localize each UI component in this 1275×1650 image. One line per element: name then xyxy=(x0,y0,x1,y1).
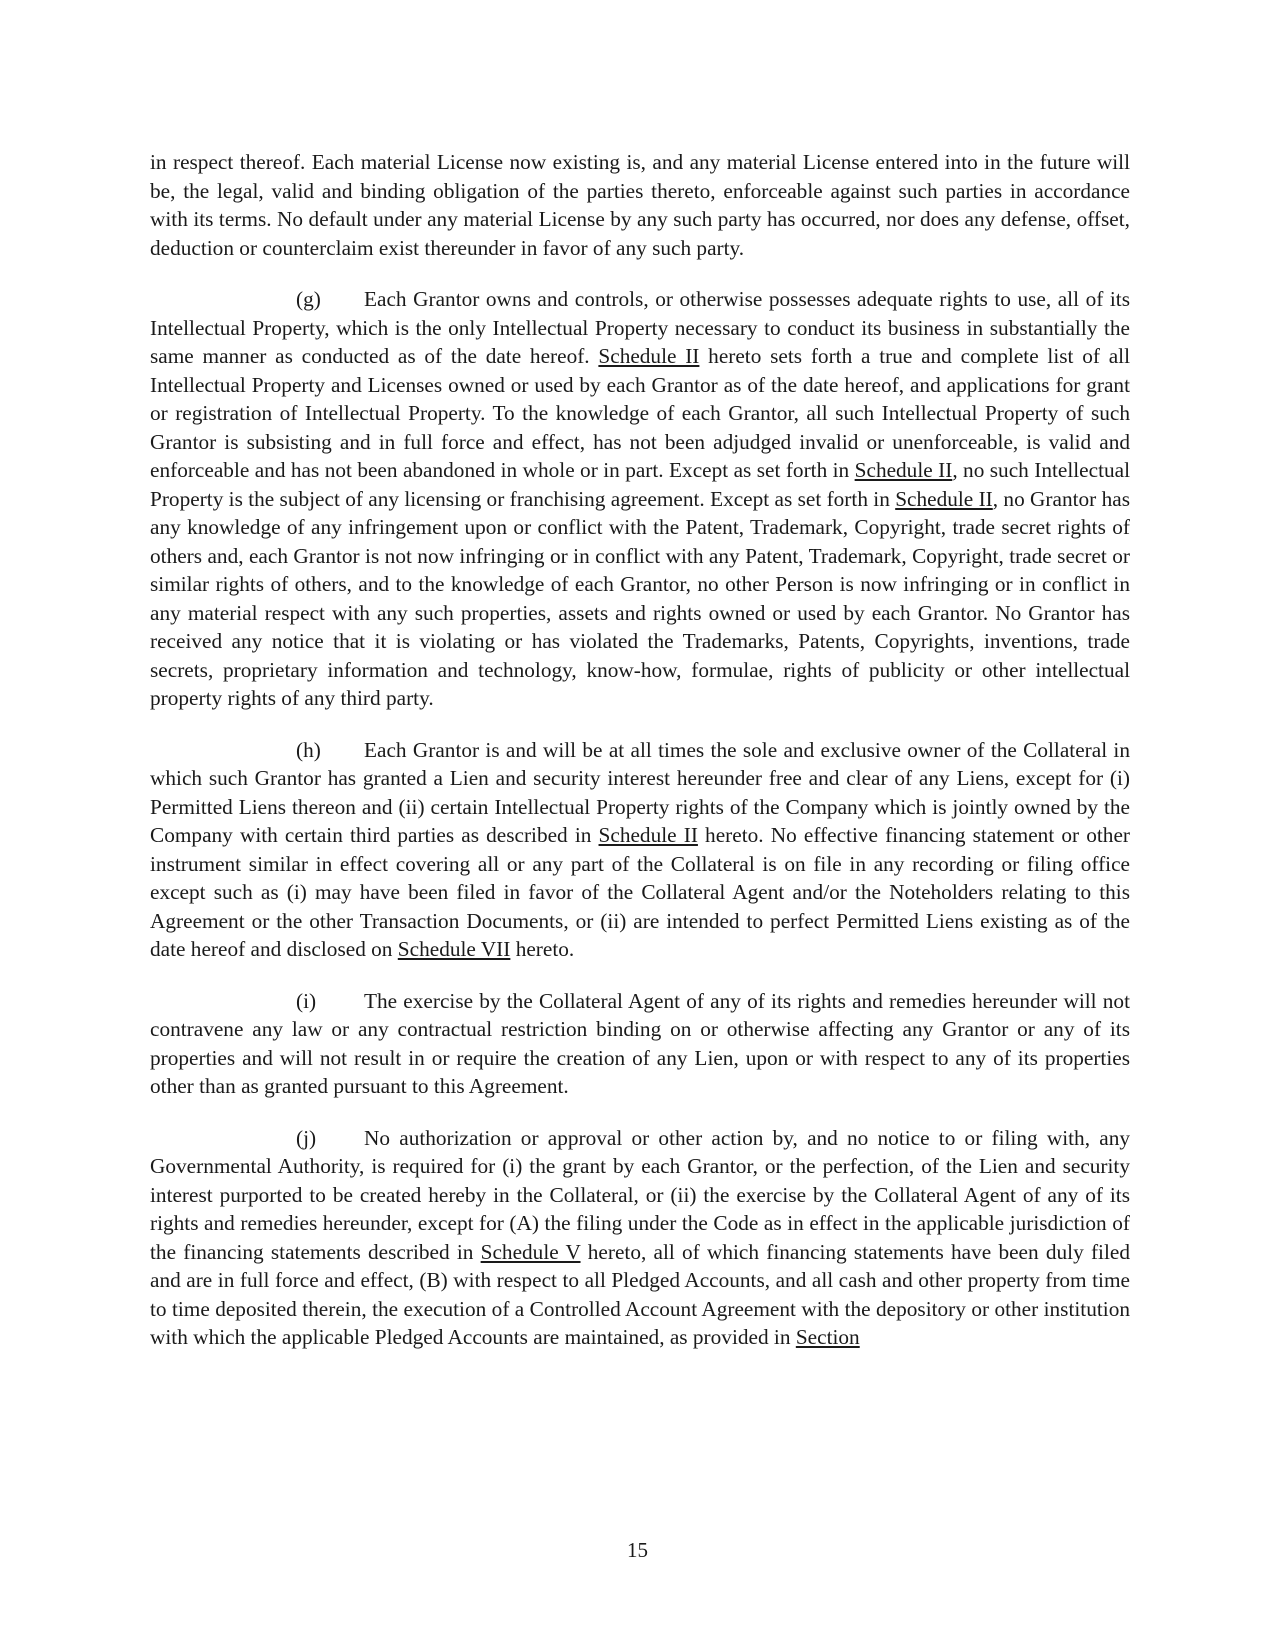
paragraph-text: Each Grantor owns and controls, or otherwise possesses adequate rights to use, all of its Intellectual Property, which is the only Intellectual Property necessary to conduct its business in substantially the same manner as conducted as of the date hereof. xyxy=(150,287,1130,368)
paragraph-j xyxy=(150,1124,1130,1352)
paragraph-label: (j) xyxy=(296,1125,317,1150)
paragraph-text: hereto, all of which financing statements have been duly filed and are in full force and effect, (B) with respect to all Pledged Accounts, and all cash and other property from time to time deposited therein, the execution of a Controlled Account Agreement with the depository or other institution with which the applicable Pledged Accounts are maintained, as provided in xyxy=(150,1239,1130,1349)
paragraph-text: The exercise by the Collateral Agent of any of its rights and remedies hereunder will not contravene any law or any contractual restriction binding on or otherwise affecting any Grantor or any of its properties and will not result in or require the creation of any Lien, upon or with respect to any of its properties other than as granted pursuant to this Agreement. xyxy=(150,988,1130,1098)
page-number: 15 xyxy=(627,1538,648,1562)
paragraph-label: (h) xyxy=(296,737,321,762)
schedule-reference: Schedule II xyxy=(895,486,993,511)
paragraph-label: (g) xyxy=(296,287,321,311)
schedule-reference: Schedule II xyxy=(854,458,953,482)
paragraph-text: Each Grantor is and will be at all times the sole and exclusive owner of the Collateral in which such Grantor has granted a Lien and security interest hereunder free and clear of any Liens, except for (i) Permitted Liens thereon and (ii) certain Intellectual Property rights of the Company which is jointly owned by the Company with certain third parties as described in xyxy=(150,737,1130,847)
paragraph-g xyxy=(150,285,1130,713)
paragraph-i xyxy=(150,987,1130,1101)
document-body xyxy=(150,148,1130,1375)
paragraph-h xyxy=(150,736,1130,964)
paragraph-text: , no Grantor has any knowledge of any infringement upon or conflict with the Patent, Trademark, Copyright, trade secret rights of others and, each Grantor is not now infringing or in conflict with any Patent, Trademark, Copyright, trade secret or similar rights of others, and to the knowledge of each Grantor, no other Person is now infringing or in conflict in any material respect with any such properties, assets and rights owned or used by each Grantor. No Grantor has received any notice that it is violating or has violated the Trademarks, Patents, Copyrights, inventions, trade secrets, proprietary information and technology, know-how, formulae, rights of publicity or other intellectual property rights of any third party. xyxy=(150,486,1130,710)
paragraph-label: (i) xyxy=(296,988,317,1013)
paragraph-text: hereto. No effective financing statement or other instrument similar in effect covering all or any part of the Collateral is on file in any recording or filing office except such as (i) may have been filed in favor of the Collateral Agent and/or the Noteholders relating to this Agreement or the other Transaction Documents, or (ii) are intended to perfect Permitted Liens existing as of the date hereof and disclosed on xyxy=(150,823,1131,961)
schedule-reference: Schedule II xyxy=(598,823,698,847)
schedule-reference: Schedule II xyxy=(598,344,700,368)
schedule-reference: Schedule VII xyxy=(397,937,511,961)
paragraph-text: , no such Intellectual Property is the subject of any licensing or franchising agreement. Except as set forth in xyxy=(150,458,1131,511)
schedule-reference: Schedule V xyxy=(480,1239,581,1264)
paragraph-f-continued xyxy=(150,148,1130,262)
paragraph-text: No authorization or approval or other action by, and no notice to or filing with, any Governmental Authority, is required for (i) the grant by each Grantor, or the perfection, of the Lien and security interest purported to be created hereby in the Collateral, or (ii) the exercise by the Collateral Agent of any of its rights and remedies hereunder, except for (A) the filing under the Code as in effect in the applicable jurisdiction of the financing statements described in xyxy=(150,1125,1130,1264)
paragraph-text: hereto sets forth a true and complete list of all Intellectual Property and Licenses owned or used by each Grantor as of the date hereof, and applications for grant or registration of Intellectual Property. To the knowledge of each Grantor, all such Intellectual Property of such Grantor is subsisting and in full force and effect, has not been adjudged invalid or unenforceable, is valid and enforceable and has not been abandoned in whole or in part. Except as set forth in xyxy=(150,344,1130,482)
paragraph-text: in respect thereof. Each material License now existing is, and any material License entered into in the future will be, the legal, valid and binding obligation of the parties thereto, enforceable against such parties in accordance with its terms. No default under any material License by any such party has occurred, nor does any defense, offset, deduction or counterclaim exist thereunder in favor of any such party. xyxy=(150,150,1130,260)
paragraph-text: hereto. xyxy=(510,937,575,961)
section-reference: Section xyxy=(795,1325,860,1349)
